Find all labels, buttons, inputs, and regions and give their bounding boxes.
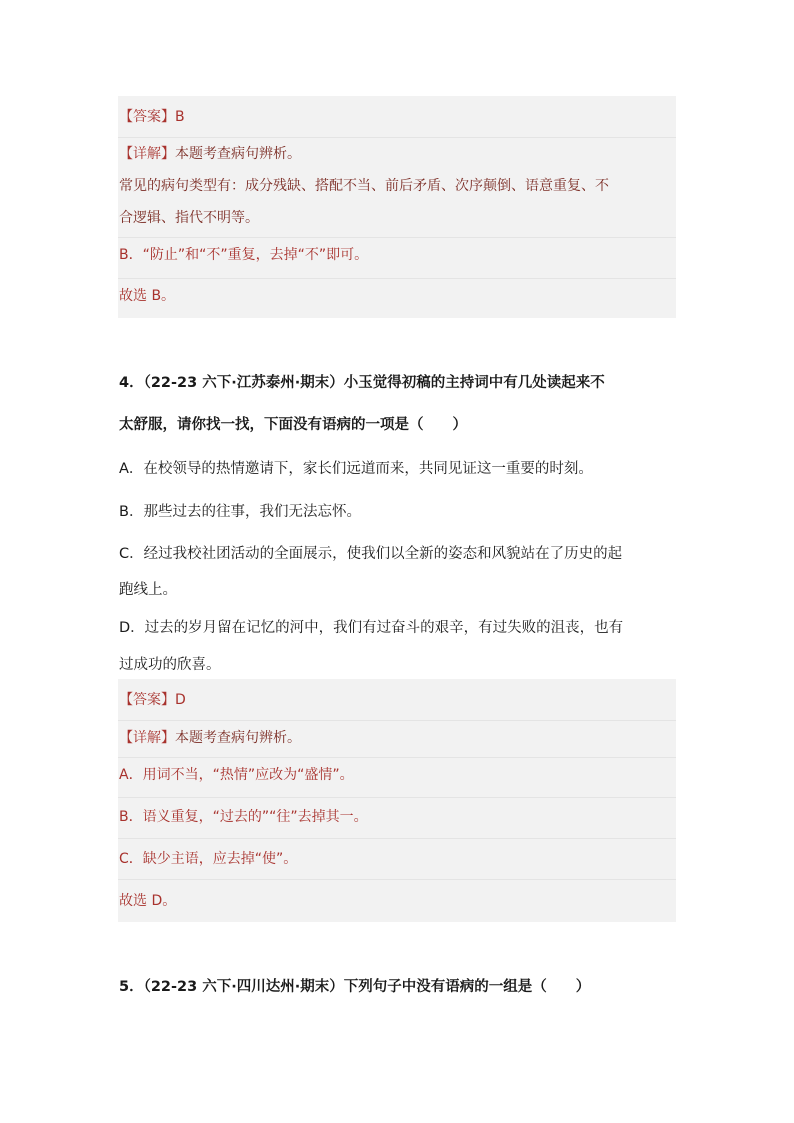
answer-box-2 [118, 679, 676, 922]
answer-box-1 [118, 96, 676, 318]
detail-line-1 [119, 144, 301, 164]
conclusion-1: 故选 B。 [119, 288, 176, 304]
question-5-title-line-1: 5．（22-23 六下·四川达州·期末）下列句子中没有语病的一组是（ ） [119, 979, 591, 995]
answer-label: 【答案】 [119, 109, 175, 125]
question-4-option-c-line-2: 跑线上。 [119, 582, 177, 598]
answer-value: B [175, 109, 185, 125]
common-types-line-2: 合逻辑、指代不明等。 [119, 210, 259, 226]
question-4-option-b: B．那些过去的往事，我们无法忘怀。 [119, 504, 361, 520]
row-divider [118, 137, 676, 138]
answer-value: D [175, 692, 186, 708]
row-divider [118, 720, 676, 721]
explain-a-2: A．用词不当，“热情”应改为“盛情”。 [119, 767, 354, 783]
conclusion-2: 故选 D。 [119, 893, 177, 909]
row-divider [118, 278, 676, 279]
row-divider [118, 838, 676, 839]
common-types-line-1: 常见的病句类型有：成分残缺、搭配不当、前后矛盾、次序颠倒、语意重复、不 [119, 178, 609, 194]
row-divider [118, 879, 676, 880]
question-4-title-line-1: 4．（22-23 六下·江苏泰州·期末）小玉觉得初稿的主持词中有几处读起来不 [119, 375, 605, 391]
detail-line-2 [119, 728, 301, 748]
answer-line-2 [119, 690, 186, 710]
row-divider [118, 757, 676, 758]
explain-b-1: B．“防止”和“不”重复，去掉“不”即可。 [119, 247, 369, 263]
question-4-option-a: A．在校领导的热情邀请下，家长们远道而来，共同见证这一重要的时刻。 [119, 461, 593, 477]
explain-c-2: C．缺少主语，应去掉“使”。 [119, 851, 298, 867]
row-divider [118, 237, 676, 238]
detail-label: 【详解】 [119, 146, 175, 162]
detail-label: 【详解】 [119, 730, 175, 746]
row-divider [118, 797, 676, 798]
question-4-option-d-line-2: 过成功的欣喜。 [119, 657, 221, 673]
answer-label: 【答案】 [119, 692, 175, 708]
explain-b-2: B．语义重复，“过去的”“往”去掉其一。 [119, 809, 368, 825]
detail-text: 本题考查病句辨析。 [175, 146, 301, 162]
question-4-option-d-line-1: D．过去的岁月留在记忆的河中，我们有过奋斗的艰辛，有过失败的沮丧，也有 [119, 620, 624, 636]
question-4-option-c-line-1: C．经过我校社团活动的全面展示，使我们以全新的姿态和风貌站在了历史的起 [119, 546, 623, 562]
question-4-title-line-2: 太舒服，请你找一找，下面没有语病的一项是（ ） [119, 417, 467, 433]
answer-line-1 [119, 107, 185, 127]
detail-text: 本题考查病句辨析。 [175, 730, 301, 746]
